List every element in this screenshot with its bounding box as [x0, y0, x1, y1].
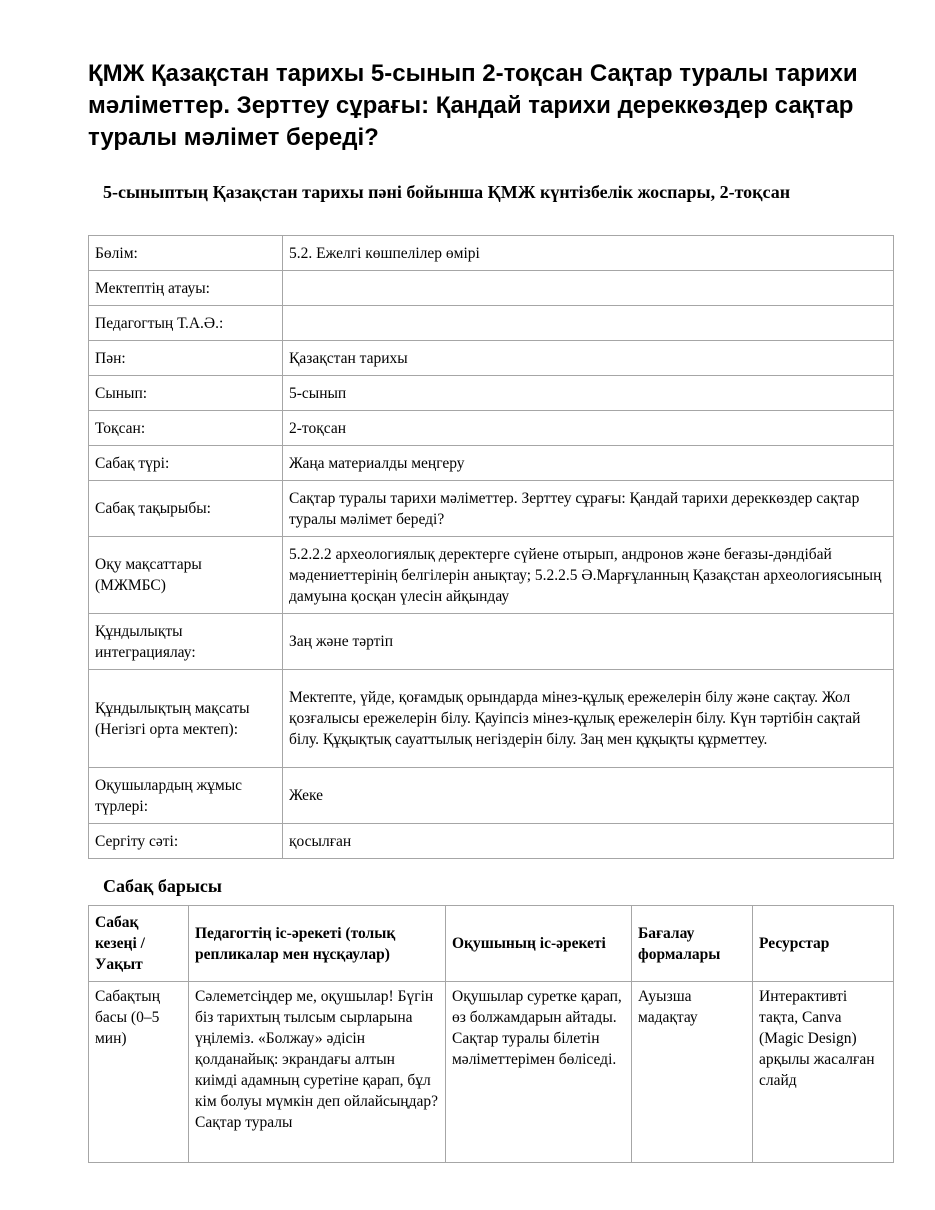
table-row [89, 306, 894, 341]
column-header-resources: Ресурстар [753, 906, 894, 982]
column-header-student: Оқушының іс-әрекеті [446, 906, 632, 982]
lesson-progress-table [88, 905, 894, 1163]
resources-cell: Интерактивті тақта, Canva (Magic Design) арқылы жасалған слайд [753, 982, 894, 1163]
assessment-cell: Ауызша мадақтау [632, 982, 753, 1163]
row-value: 5.2. Ежелгі көшпелілер өмірі [283, 236, 894, 271]
table-row [89, 411, 894, 446]
table-row [89, 271, 894, 306]
row-value: 5-сынып [283, 376, 894, 411]
table-row [89, 376, 894, 411]
lesson-progress-title: Сабақ барысы [103, 876, 222, 896]
row-value: Қазақстан тарихы [283, 341, 894, 376]
row-value: Жаңа материалды меңгеру [283, 446, 894, 481]
table-row [89, 446, 894, 481]
teacher-activity-cell: Сәлеметсіңдер ме, оқушылар! Бүгін біз тарихтың тылсым сырларына үңілеміз. «Болжау» әдісін қолданайық: экрандағы алтын киімді адамның суретіне қарап, бұл кім болуы мүмкін деп ойлайсыңдар? Сақтар туралы [189, 982, 446, 1163]
row-label: Оқушылардың жұмыс түрлері: [89, 768, 283, 824]
row-label: Сынып: [89, 376, 283, 411]
table-row [89, 481, 894, 537]
table-row [89, 614, 894, 670]
column-header-assessment: Бағалау формалары [632, 906, 753, 982]
row-label: Мектептің атауы: [89, 271, 283, 306]
table-row [89, 537, 894, 614]
row-label: Пән: [89, 341, 283, 376]
row-value: Заң және тәртіп [283, 614, 894, 670]
row-label: Бөлім: [89, 236, 283, 271]
row-label: Құндылықты интеграциялау: [89, 614, 283, 670]
table-header-row [89, 906, 894, 982]
table-row [89, 768, 894, 824]
row-value: 2-тоқсан [283, 411, 894, 446]
row-label: Оқу мақсаттары (МЖМБС) [89, 537, 283, 614]
row-value: Жеке [283, 768, 894, 824]
column-header-teacher: Педагогтің іс-әрекеті (толық репликалар мен нұсқаулар) [189, 906, 446, 982]
row-value: Сақтар туралы тарихи мәліметтер. Зерттеу сұрағы: Қандай тарихи дереккөздер сақтар туралы мәлімет береді? [283, 481, 894, 537]
row-value: қосылған [283, 824, 894, 859]
row-label: Педагогтың Т.А.Ә.: [89, 306, 283, 341]
plan-subtitle: 5-сыныптың Қазақстан тарихы пәні бойынша ҚМЖ күнтізбелік жоспары, 2-тоқсан [103, 182, 791, 202]
stage-cell: Сабақтың басы (0–5 мин) [89, 982, 189, 1163]
row-label: Құндылықтың мақсаты (Негізгі орта мектеп): [89, 670, 283, 768]
row-label: Сабақ түрі: [89, 446, 283, 481]
table-row [89, 824, 894, 859]
table-row [89, 341, 894, 376]
row-value [283, 306, 894, 341]
row-label: Тоқсан: [89, 411, 283, 446]
row-value: Мектепте, үйде, қоғамдық орындарда мінез-құлық ережелерін білу және сақтау. Жол қозғалысы ережелерін білу. Қауіпсіз мінез-құлық ережелерін білу. Күн тәртібін сақтай білу. Құқықтық сауаттылық негіздерін білу. Заң мен құқықты құрметтеу. [283, 670, 894, 768]
row-value [283, 271, 894, 306]
row-label: Сабақ тақырыбы: [89, 481, 283, 537]
table-row [89, 982, 894, 1163]
student-activity-cell: Оқушылар суретке қарап, өз болжамдарын айтады. Сақтар туралы білетін мәліметтерімен бөліседі. [446, 982, 632, 1163]
table-row [89, 670, 894, 768]
table-row [89, 236, 894, 271]
row-value: 5.2.2.2 археологиялық деректерге сүйене отырып, андронов және беғазы-дәндібай мәдениеттерінің белгілерін анықтау; 5.2.2.5 Ә.Марғұланның Қазақстан археологиясының дамуына қосқан үлесін айқындау [283, 537, 894, 614]
row-label: Сергіту сәті: [89, 824, 283, 859]
lesson-info-table [88, 235, 894, 859]
column-header-stage: Сабақ кезеңі / Уақыт [89, 906, 189, 982]
document-title: ҚМЖ Қазақстан тарихы 5-сынып 2-тоқсан Сақтар туралы тарихи мәліметтер. Зерттеу сұрағы: Қандай тарихи дереккөздер сақтар туралы мәлімет береді? [88, 60, 858, 151]
